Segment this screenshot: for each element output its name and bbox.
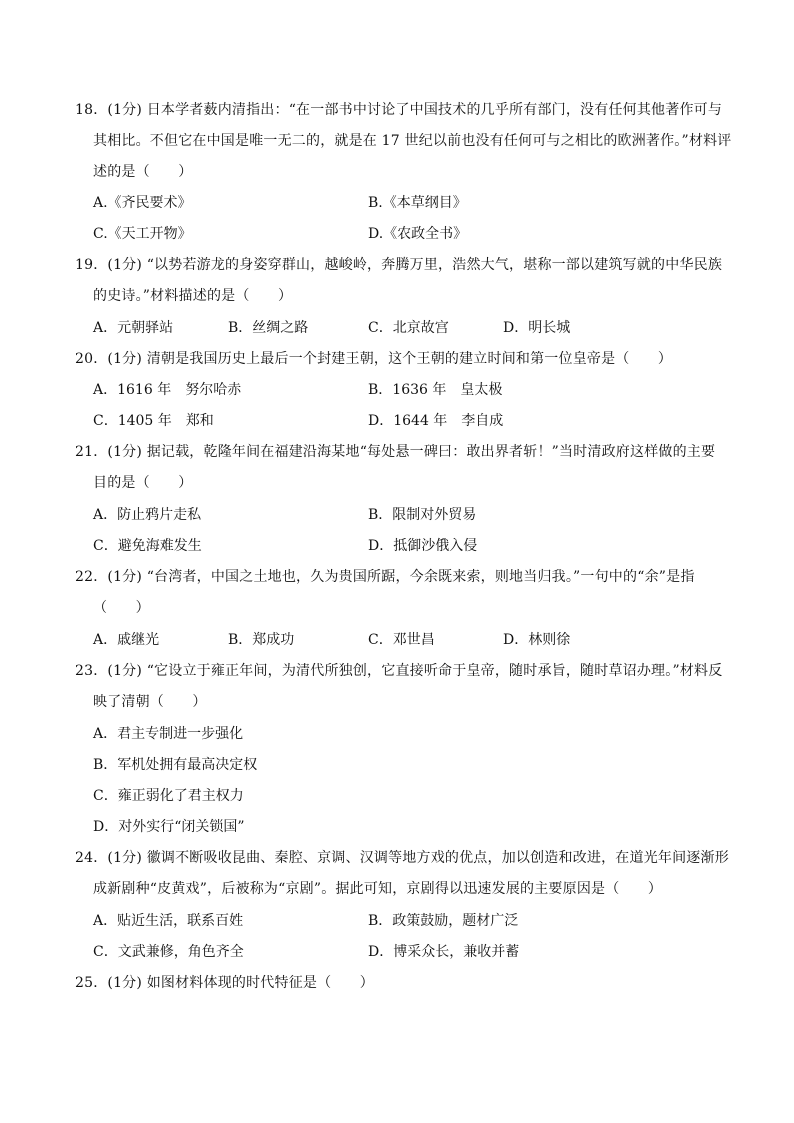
option-c: C．避免海难发生 bbox=[93, 538, 202, 554]
option-a: A．贴近生活，联系百姓 bbox=[93, 913, 244, 929]
option-a: A．1616 年 努尔哈赤 bbox=[93, 382, 242, 398]
question-stem-line: 述的是（ ） bbox=[93, 164, 193, 180]
question-stem-line: 其相比。不但它在中国是唯一无二的，就是在 17 世纪以前也没有任何可与之相比的欧洲著作。”材料评 bbox=[93, 133, 732, 149]
question-stem-line: （ ） bbox=[93, 600, 150, 616]
question-stem-line: 23．(1分) “它设立于雍正年间，为清代所独创，它直接听命于皇帝，随时承旨，随时草诏办理。”材料反 bbox=[75, 663, 723, 679]
option-d: D．林则徐 bbox=[503, 632, 571, 648]
option-b: B．丝绸之路 bbox=[228, 320, 309, 336]
option-c: C．邓世昌 bbox=[368, 632, 435, 648]
option-d: D.《农政全书》 bbox=[368, 226, 468, 242]
option-a: A．元朝驿站 bbox=[93, 320, 174, 336]
option-b: B．军机处拥有最高决定权 bbox=[93, 757, 258, 773]
option-b: B．郑成功 bbox=[228, 632, 295, 648]
option-d: D．抵御沙俄入侵 bbox=[368, 538, 478, 554]
question-stem-line: 成新剧种“皮黄戏”，后被称为“京剧”。据此可知，京剧得以迅速发展的主要原因是（ ） bbox=[93, 881, 663, 897]
question-stem-line: 19．(1分) “以势若游龙的身姿穿群山，越峻岭，奔腾万里，浩然大气，堪称一部以建筑写就的中华民族 bbox=[75, 257, 723, 273]
option-b: B.《本草纲目》 bbox=[368, 195, 467, 211]
question-stem-line: 24．(1分) 徽调不断吸收昆曲、秦腔、京调、汉调等地方戏的优点，加以创造和改进，在道光年间逐渐形 bbox=[75, 850, 729, 866]
option-a: A．君主专制进一步强化 bbox=[93, 726, 244, 742]
option-a: A．戚继光 bbox=[93, 632, 160, 648]
question-stem-line: 的史诗。”材料描述的是（ ） bbox=[93, 288, 293, 304]
option-c: C.《天工开物》 bbox=[93, 226, 192, 242]
option-b: B．限制对外贸易 bbox=[368, 507, 477, 523]
option-d: D．博采众长，兼收并蓄 bbox=[368, 944, 520, 960]
question-stem-line: 18．(1分) 日本学者薮内清指出：“在一部书中讨论了中国技术的几乎所有部门，没有任何其他著作可与 bbox=[75, 102, 723, 118]
option-b: B．1636 年 皇太极 bbox=[368, 382, 503, 398]
question-stem-line: 目的是（ ） bbox=[93, 475, 193, 491]
option-a: A.《齐民要术》 bbox=[93, 195, 192, 211]
option-a: A．防止鸦片走私 bbox=[93, 507, 202, 523]
question-stem-line: 20．(1分) 清朝是我国历史上最后一个封建王朝，这个王朝的建立时间和第一位皇帝是（ ） bbox=[75, 351, 673, 367]
option-d: D．1644 年 李自成 bbox=[368, 413, 504, 429]
question-stem-line: 25．(1分) 如图材料体现的时代特征是（ ） bbox=[75, 975, 374, 991]
option-c: C．1405 年 郑和 bbox=[93, 413, 214, 429]
question-stem-line: 21．(1分) 据记载，乾隆年间在福建沿海某地“每处悬一碑曰：敢出界者斩！”当时清政府这样做的主要 bbox=[75, 444, 716, 460]
question-stem-line: 映了清朝（ ） bbox=[93, 694, 207, 710]
question-stem-line: 22．(1分) “台湾者，中国之土地也，久为贵国所踞，今余既来索，则地当归我。”一句中的“余”是指 bbox=[75, 569, 695, 585]
option-c: C．北京故宫 bbox=[368, 320, 449, 336]
option-d: D．明长城 bbox=[503, 320, 571, 336]
option-d: D．对外实行“闭关锁国” bbox=[93, 819, 245, 835]
option-c: C．文武兼修，角色齐全 bbox=[93, 944, 244, 960]
option-b: B．政策鼓励，题材广泛 bbox=[368, 913, 519, 929]
option-c: C．雍正弱化了君主权力 bbox=[93, 788, 244, 804]
